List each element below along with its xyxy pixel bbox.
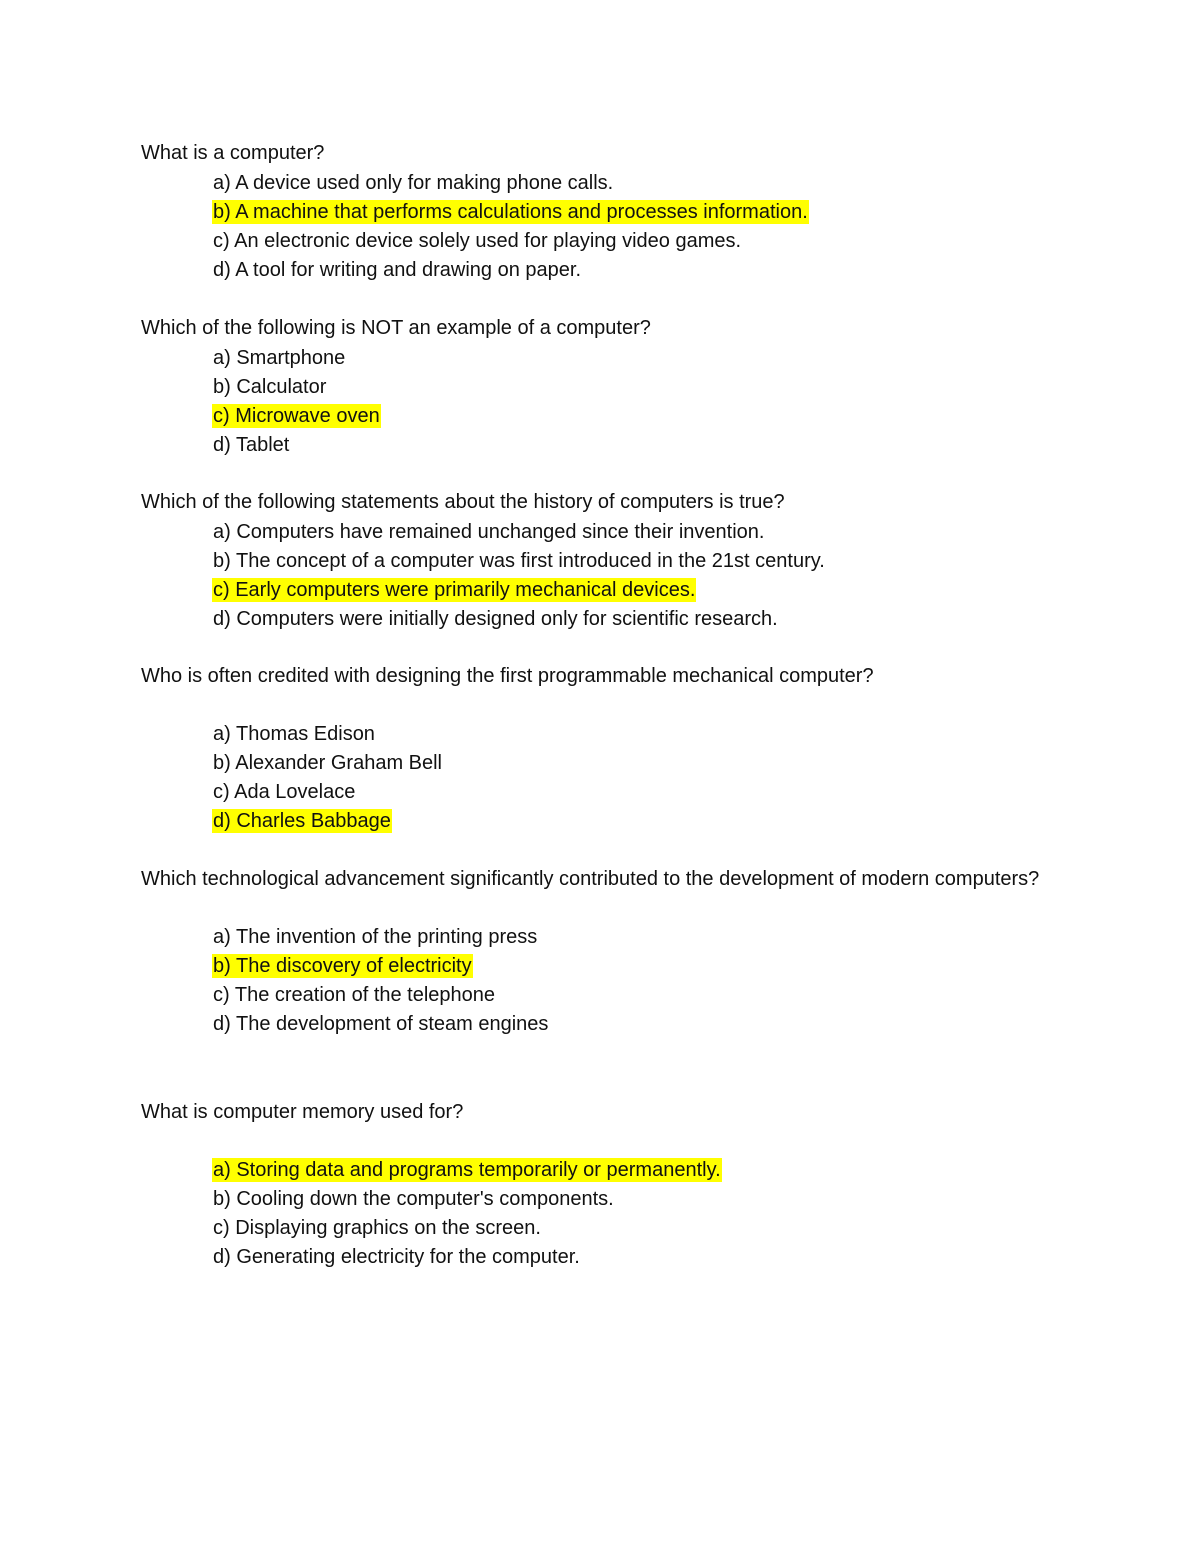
- question-text: What is computer memory used for?: [141, 1101, 464, 1123]
- question-text: Who is often credited with designing the first programmable mechanical computer?: [141, 665, 874, 687]
- option-c: c) The creation of the telephone: [213, 983, 496, 1006]
- question-block-2: [141, 314, 1041, 460]
- option-a: a) Smartphone: [213, 346, 346, 369]
- question-text: Which of the following statements about the history of computers is true?: [141, 491, 785, 513]
- option-b: b) Cooling down the computer's components.: [213, 1187, 614, 1210]
- option-c: c) Displaying graphics on the screen.: [213, 1216, 541, 1239]
- option-d: d) A tool for writing and drawing on paper.: [213, 258, 582, 281]
- question-text: Which of the following is NOT an example of a computer?: [141, 317, 651, 339]
- option-d: d) The development of steam engines: [213, 1012, 549, 1035]
- option-a: a) Thomas Edison: [213, 722, 375, 745]
- options-list: [141, 1156, 1041, 1272]
- options-list: [141, 344, 1041, 460]
- option-a-highlighted: a) Storing data and programs temporarily or permanently.: [213, 1158, 721, 1181]
- option-d: d) Computers were initially designed only for scientific research.: [213, 607, 778, 630]
- options-list: [141, 720, 1041, 836]
- options-list: [141, 518, 1041, 634]
- question-block-4: [141, 662, 1041, 836]
- option-d: d) Generating electricity for the computer.: [213, 1245, 580, 1268]
- option-d: d) Tablet: [213, 433, 290, 456]
- question-block-3: [141, 488, 1041, 634]
- option-b: b) Calculator: [213, 375, 327, 398]
- options-list: [141, 923, 1041, 1039]
- question-block-6: [141, 1098, 1041, 1272]
- question-block-1: [141, 139, 1041, 285]
- option-d-highlighted: d) Charles Babbage: [213, 809, 391, 832]
- option-c-highlighted: c) Microwave oven: [213, 404, 380, 427]
- option-c-highlighted: c) Early computers were primarily mechanical devices.: [213, 578, 696, 601]
- question-block-5: [141, 865, 1041, 1039]
- option-a: a) A device used only for making phone calls.: [213, 171, 614, 194]
- question-text: Which technological advancement significantly contributed to the development of modern computers?: [141, 868, 1040, 890]
- question-text: What is a computer?: [141, 142, 325, 164]
- options-list: [141, 169, 1041, 285]
- option-b: b) Alexander Graham Bell: [213, 751, 443, 774]
- option-a: a) Computers have remained unchanged since their invention.: [213, 520, 765, 543]
- option-a: a) The invention of the printing press: [213, 925, 538, 948]
- option-b-highlighted: b) A machine that performs calculations and processes information.: [213, 200, 808, 223]
- option-c: c) An electronic device solely used for playing video games.: [213, 229, 742, 252]
- option-b-highlighted: b) The discovery of electricity: [213, 954, 472, 977]
- option-c: c) Ada Lovelace: [213, 780, 356, 803]
- option-b: b) The concept of a computer was first introduced in the 21st century.: [213, 549, 825, 572]
